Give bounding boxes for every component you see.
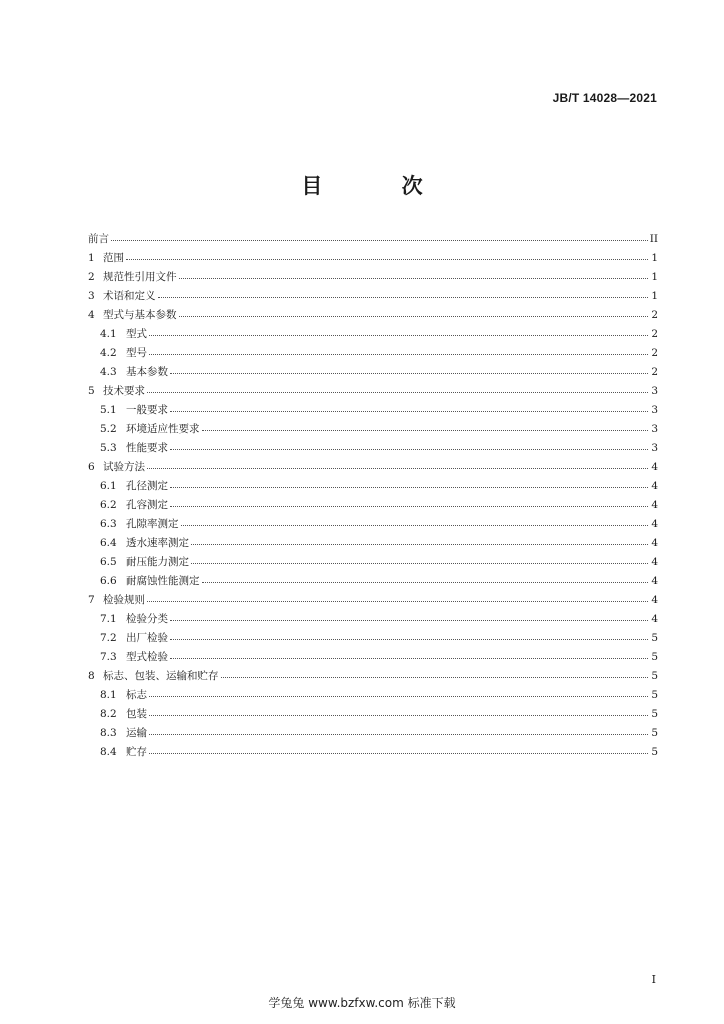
toc-entry[interactable] [88,249,658,268]
toc-entry[interactable] [88,230,658,249]
toc-entry-number: 3 [88,290,95,302]
toc-leader-dots [147,601,648,602]
toc-entry[interactable] [88,306,658,325]
toc-entry-label: 型式检验 [126,651,168,663]
footer-watermark: 学兔兔 www.bzfxw.com 标准下载 [268,996,456,1010]
toc-entry-page: 4 [651,613,658,625]
toc-leader-dots [170,487,648,488]
toc-leader-dots [111,240,648,241]
toc-entry-page: 4 [651,499,658,511]
toc-entry-page: 4 [651,594,658,606]
toc-entry[interactable] [88,477,658,496]
toc-entry-label: 规范性引用文件 [103,271,177,283]
toc-entry-number: 8 [88,670,95,682]
toc-entry-label: 检验分类 [126,613,168,625]
toc-entry-page: 2 [651,347,658,359]
toc-entry[interactable] [88,439,658,458]
toc-leader-dots [126,259,648,260]
page-title: 目 次 [301,174,459,198]
toc-entry[interactable] [88,705,658,724]
toc-entry-page: 3 [651,385,658,397]
toc-leader-dots [179,316,649,317]
toc-leader-dots [221,677,649,678]
toc-entry-page: 3 [651,404,658,416]
toc-entry-label: 孔容测定 [126,499,168,511]
toc-entry-label: 型式与基本参数 [103,309,177,321]
toc-entry-number: 7.1 [100,613,117,625]
toc-entry[interactable] [88,382,658,401]
toc-leader-dots [149,734,648,735]
toc-entry-label: 型式 [126,328,147,340]
toc-entry[interactable] [88,401,658,420]
toc-leader-dots [170,658,648,659]
toc-entry-page: 2 [651,366,658,378]
page-number: I [651,973,656,986]
toc-entry-page: 5 [651,651,658,663]
toc-entry-number: 8.3 [100,727,117,739]
toc-leader-dots [191,544,648,545]
toc-entry-label: 贮存 [126,746,147,758]
toc-entry-number: 6.1 [100,480,117,492]
toc-entry-page: 5 [651,689,658,701]
toc-entry-label: 标志 [126,689,147,701]
toc-entry[interactable] [88,591,658,610]
toc-entry-page: 3 [651,442,658,454]
toc-entry-label: 性能要求 [126,442,168,454]
toc-entry-page: 4 [651,575,658,587]
toc-entry-label: 技术要求 [103,385,145,397]
toc-entry-label: 范围 [103,252,124,264]
toc-entry-label: 一般要求 [126,404,168,416]
toc-entry-page: 3 [651,423,658,435]
toc-entry-label: 透水速率测定 [126,537,189,549]
toc-entry-page: 4 [651,461,658,473]
toc-leader-dots [147,392,648,393]
toc-entry-label: 包装 [126,708,147,720]
toc-entry-label: 运输 [126,727,147,739]
toc-entry-number: 6.2 [100,499,117,511]
toc-leader-dots [149,715,648,716]
toc-entry[interactable] [88,534,658,553]
toc-entry-label: 试验方法 [103,461,145,473]
toc-entry-number: 4.3 [100,366,117,378]
toc-entry-number: 6.6 [100,575,117,587]
toc-leader-dots [170,639,648,640]
toc-entry-page: 5 [651,746,658,758]
toc-entry[interactable] [88,515,658,534]
toc-entry[interactable] [88,553,658,572]
toc-entry-number: 6.4 [100,537,117,549]
toc-leader-dots [158,297,649,298]
toc-entry-label: 术语和定义 [103,290,156,302]
toc-entry-number: 6.5 [100,556,117,568]
toc-leader-dots [202,430,649,431]
toc-entry-label: 孔径测定 [126,480,168,492]
toc-entry[interactable] [88,458,658,477]
toc-entry-page: 5 [651,708,658,720]
toc-entry-label: 基本参数 [126,366,168,378]
toc-entry-number: 6.3 [100,518,117,530]
toc-entry-number: 7 [88,594,95,606]
toc-leader-dots [170,506,648,507]
toc-entry-number: 4.2 [100,347,117,359]
toc-entry[interactable] [88,629,658,648]
toc-entry-number: 5 [88,385,95,397]
toc-entry[interactable] [88,496,658,515]
toc-entry-label: 耐压能力测定 [126,556,189,568]
toc-leader-dots [181,525,649,526]
toc-entry-page: 1 [651,271,658,283]
toc-entry[interactable] [88,724,658,743]
toc-entry[interactable] [88,667,658,686]
toc-entry[interactable] [88,363,658,382]
toc-entry-number: 7.2 [100,632,117,644]
toc-entry-page: 5 [651,727,658,739]
toc-entry-page: 4 [651,537,658,549]
toc-entry-page: 4 [651,518,658,530]
toc-leader-dots [170,373,648,374]
toc-leader-dots [202,582,649,583]
toc-entry-page: 2 [651,328,658,340]
toc-entry[interactable] [88,325,658,344]
toc-entry-page: 5 [651,632,658,644]
toc-entry[interactable] [88,610,658,629]
toc-leader-dots [149,753,648,754]
toc-entry[interactable] [88,648,658,667]
toc-entry-number: 5.1 [100,404,117,416]
toc-entry[interactable] [88,268,658,287]
toc-entry-label: 耐腐蚀性能测定 [126,575,200,587]
toc-entry[interactable] [88,572,658,591]
toc-entry-number: 8.4 [100,746,117,758]
toc-entry-label: 型号 [126,347,147,359]
toc-entry-page: II [649,233,658,245]
toc-entry-label: 环境适应性要求 [126,423,200,435]
toc-entry-number: 4.1 [100,328,117,340]
toc-entry[interactable] [88,686,658,705]
toc-entry-label: 标志、包装、运输和贮存 [103,670,219,682]
toc-leader-dots [147,468,648,469]
toc-entry-label: 检验规则 [103,594,145,606]
toc-entry-number: 7.3 [100,651,117,663]
toc-entry-page: 5 [651,670,658,682]
toc-entry-page: 4 [651,556,658,568]
toc-entry-page: 1 [651,290,658,302]
toc-entry[interactable] [88,344,658,363]
toc-entry-label: 出厂检验 [126,632,168,644]
toc-entry-number: 8.1 [100,689,117,701]
toc-entry[interactable] [88,420,658,439]
toc-leader-dots [170,620,648,621]
toc-leader-dots [191,563,648,564]
document-number: JB/T 14028—2021 [552,91,657,105]
toc-entry-page: 1 [651,252,658,264]
toc-entry[interactable] [88,743,658,762]
toc-leader-dots [149,335,648,336]
toc-entry-label: 前言 [88,233,109,245]
toc-entry-number: 5.3 [100,442,117,454]
toc-leader-dots [179,278,649,279]
toc-entry-page: 4 [651,480,658,492]
table-of-contents [88,230,658,762]
toc-entry-number: 1 [88,252,95,264]
toc-entry-number: 4 [88,309,95,321]
toc-entry-number: 6 [88,461,95,473]
toc-entry-number: 5.2 [100,423,117,435]
toc-entry[interactable] [88,287,658,306]
toc-leader-dots [149,354,648,355]
toc-entry-label: 孔隙率测定 [126,518,179,530]
toc-entry-number: 8.2 [100,708,117,720]
toc-entry-number: 2 [88,271,95,283]
toc-leader-dots [170,449,648,450]
toc-leader-dots [170,411,648,412]
toc-entry-page: 2 [651,309,658,321]
toc-leader-dots [149,696,648,697]
